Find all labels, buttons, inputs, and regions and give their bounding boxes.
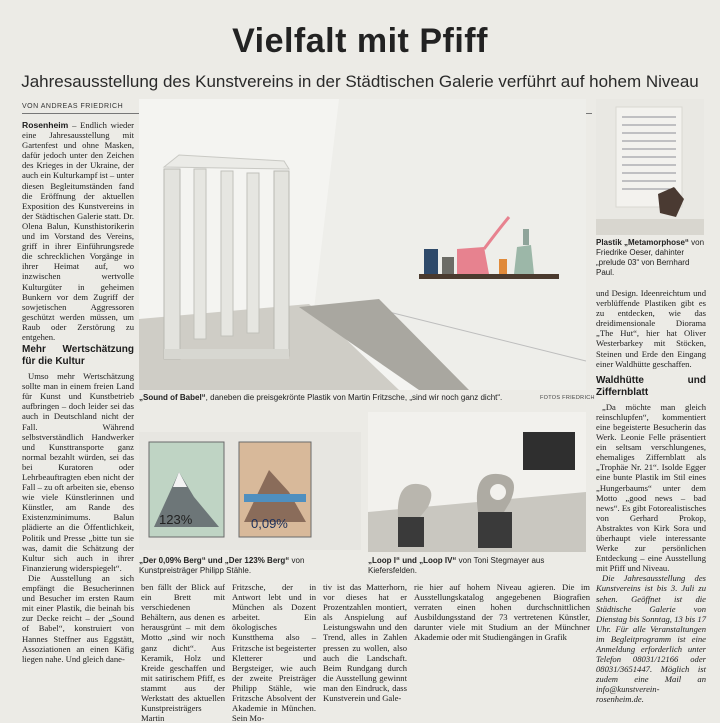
headline: Vielfalt mit Pfiff: [232, 22, 488, 60]
painting-label-right: 0,09%: [251, 516, 288, 531]
column-right: [596, 288, 706, 705]
caption-berg: „Der 0,09% Berg“ und „Der 123% Berg“ von Kunstpreisträger Philipp Stähle.: [139, 556, 305, 575]
metamorphose-photo-art: [596, 99, 704, 235]
column-bottom-4: tiv ist das Matterhorn, vor dieses hat er Prozentzahlen montiert, als Anspielung auf Leistungswahn und den Trend, alles in Zahlen pressen zu wollen, also auch die Landschaft. Beim Rundgang durch die Ausstellung gewinnt man den Eindruck, dass Kunstverein und Gale-: [323, 582, 407, 704]
column-bottom-2: ben fällt der Blick auf ein Brett mit verschiedenen Behältern, aus denen es herausgrünt – mit dem Motto „sind wir noch ganz dicht“. Aus Keramik, Holz und Kreide geschaffen und mit satirischem Pfiff, es stammt aus der Werkstatt des aktuellen Kunstpreisträgers Martin: [141, 582, 225, 723]
subhead-waldhuette: Waldhütte und Ziffernblatt: [596, 374, 706, 398]
lead-paragraph: Rosenheim – Endlich wieder eine Jahresausstellung mit Gartenfest und ohne Masken, dafür jedoch unter den Zeichen des Krieges in der Ukraine, der auch ein Kulturkampf ist – unter diesen Begleitumständen fand die Eröffnung der aktuellen Exposition des Kunstvereins in der Städtischen Galerie statt. Dr. Olena Balun, Kunsthistorikerin und im Vorstand des Vereins, griff in ihrer Einführungsrede die schrecklichen Vorgänge in ihrer Heimat auf, wo inzwischen wertvolle Kulturgüter in geheimen Bunkern vor dem Zugriff der sowjetischen Aggressoren geschützt werden müssen, um Raub oder Zerstörung zu entgehen.: [22, 120, 134, 342]
main-photo: [139, 99, 586, 390]
paragraph-wertschaetzung: Umso mehr Wertschätzung sollte man in einem freien Land für Kunst und Kunstbetrieb aufbringen – doch leider sei das auch in Deutschland nicht der Fall. Während selbstverständlich Handwerker und Kunsttransporte ganz normal bezahlt würden, sei das bei Kuratoren oder Lehrbeauftragten eben nicht der Fall – zu oft arbeiten sie, ebenso wie viele Künstlerinnen und Künstler, am Rande des Existenzminimums. Balun plädierte an die Öffentlichkeit, Politik und Presse „bitte tun sie was, damit die Schätzung der Kultur sich auch in ihrer Finanzierung widerspiegelt“.: [22, 371, 134, 573]
paragraph-ideenreichtum: und Design. Ideenreichtum und verblüffende Plastiken gibt es zu entdecken, wie das dreidimensionale Diorama „The Hut“, hier hat Oliver Westerbarkey mit Stöcken, Steinen und Erde den Eingang einer Waldhütte geschaffen.: [596, 288, 706, 369]
loop-photo: [368, 412, 586, 552]
berg-photo: [139, 432, 361, 550]
dateline: Rosenheim: [22, 120, 69, 130]
subhead-kultur: Mehr Wertschätzung für die Kultur: [22, 344, 134, 368]
subheadline: Jahresausstellung des Kunstvereins in der Städtischen Galerie verführt auf hohem Niveau: [21, 72, 699, 91]
photo-credit: FOTOS FRIEDRICH: [540, 395, 595, 401]
painting-label-left: 123%: [159, 512, 193, 527]
byline: VON ANDREAS FRIEDRICH: [22, 103, 124, 110]
paragraph-waldhuette: „Da möchte man gleich reinschlupfen“, kommentiert eine begeisterte Besucherin das Werk. Leonie Felle präsentiert ein seltsam verschlungenes, ehemaliges Ziffernblatt als „Trophäe Nr. 21“. Isolde Egger eine bunte Plastik im Stil eines „Hungerbaums“ unter dem Motto „good news – bad news“. Es gibt Fotorealistisches von Gerhard Prokop, Abstraktes von Kirk Sora und überhaupt viele interessante Werke zur persönlichen Entdeckung – eine Ausstellung mit Pfiff und Niveau.: [596, 401, 706, 574]
paragraph-ausstellung: Die Ausstellung an sich empfängt die Besucherinnen und Besucher im ersten Raum mit einer Plastik, die beinah bis zur Decke reicht – der „Sound of Babel“, konstruiert von Hannes Steffner aus Eggstätt, Assoziationen an einen Käfig liegen nahe. Und gleich dane-: [22, 572, 134, 664]
caption-metamorphose: Plastik „Metamorphose“ von Friedrike Oeser, dahinter „prelude 03“ von Bernhard Paul.: [596, 238, 705, 277]
column-bottom-5: rie hier auf hohem Niveau agieren. Die im Ausstellungskatalog angegebenen Biografien verraten einen hohen durchschnittlichen Ausbildungsstand der 73 vertretenen Künstler, darunter viele mit Studium an der Münchner Akademie oder mit Studiengängen in Grafik: [414, 582, 590, 643]
column-left: [22, 120, 134, 664]
column-bottom-3: Fritzsche, der in Antwort lebt und in München als Dozent arbeitet. Ein ökologisches Kunstthema also – Fritzsche ist begeisterter Kletterer und Bergsteiger, wie auch der zweite Preisträger Philipp Stähle, wie Fritzsche Absolvent der Akademie in München. Sein Mo-: [232, 582, 316, 723]
loop-photo-art: [368, 412, 586, 552]
caption-main: „Sound of Babel“, daneben die preisgekrönte Plastik von Martin Fritzsche, „sind wir noch ganz dicht“.: [139, 393, 503, 402]
metamorphose-photo: [596, 99, 704, 235]
info-box: Die Jahresausstellung des Kunstvereins ist bis 3. Juli zu sehen. Geöffnet ist die Städtische Galerie von Dienstag bis Sonntag, 13 bis 17 Uhr. Für alle Veranstaltungen im Begleitprogramm ist eine Anmeldung erforderlich unter Telefon 08031/12166 oder 08031/3651447. Möglich ist zudem eine Mail an info@kunstverein-rosenheim.de.: [596, 573, 706, 705]
berg-photo-art: [139, 432, 361, 550]
caption-loop: „Loop I“ und „Loop IV“ von Toni Stegmayer aus Kiefersfelden.: [368, 556, 545, 575]
main-photo-art: [139, 99, 586, 390]
